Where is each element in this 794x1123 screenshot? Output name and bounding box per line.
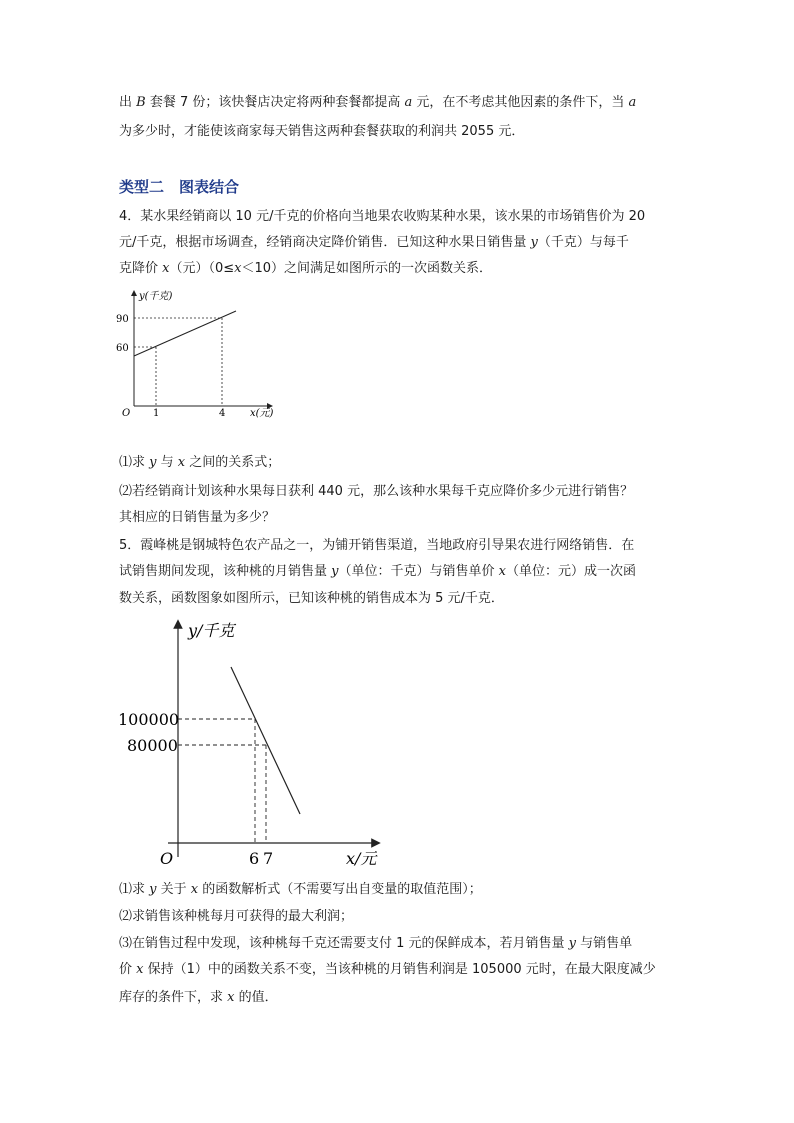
- q5-sub2: ⑵求销售该种桃每月可获得的最大利润；: [119, 909, 354, 924]
- fig2-y-tick-80000: 80000: [127, 736, 178, 755]
- q5-line-2: 试销售期间发现，该种桃的月销售量 y（单位：千克）与销售单价 x（单位：元）成一次函: [119, 564, 636, 579]
- fig2-origin: O: [160, 849, 174, 868]
- q5-line-3: 数关系，函数图象如图所示，已知该种桃的销售成本为 5 元/千克．: [119, 591, 504, 606]
- q5-sub3-line-3: 库存的条件下，求 x 的值．: [119, 990, 278, 1005]
- fig1-y-tick-60: 60: [116, 343, 129, 354]
- q4-sub2-line-2: 其相应的日销售量为多少？: [119, 510, 276, 525]
- intro-line-2: 为多少时，才能使该商家每天销售这两种套餐获取的利润共 2055 元．: [119, 124, 525, 139]
- fig2-function-line: [231, 667, 300, 814]
- q5-sub3-line-1: ⑶在销售过程中发现，该种桃每千克还需要支付 1 元的保鲜成本，若月销售量 y 与销售单: [119, 936, 633, 951]
- fig2-y-tick-100000: 100000: [118, 710, 180, 729]
- fig1-x-label: x(元): [250, 408, 274, 419]
- figure-2-graph: [114, 612, 394, 874]
- q4-line-3: 克降价 x（元）（0≤x＜10）之间满足如图所示的一次函数关系．: [119, 261, 493, 276]
- fig1-x-tick-4: 4: [219, 408, 226, 419]
- fig2-x-tick-7: 7: [263, 849, 274, 868]
- fig2-x-tick-6: 6: [249, 849, 260, 868]
- q5-sub3-line-2: 价 x 保持（1）中的函数关系不变，当该种桃的月销售利润是 105000 元时，在最大限度减少: [119, 962, 656, 977]
- q4-sub1: ⑴求 y 与 x 之间的关系式；: [119, 455, 281, 470]
- fig1-function-line: [134, 311, 236, 356]
- q4-line-1: 4．某水果经销商以 10 元/千克的价格向当地果农收购某种水果，该水果的市场销售价为 20: [119, 209, 646, 224]
- fig1-x-tick-1: 1: [153, 408, 160, 419]
- fig2-x-label: x/元: [346, 849, 377, 868]
- intro-line-1: 出 B 套餐 7 份；该快餐店决定将两种套餐都提高 a 元，在不考虑其他因素的条件下，当 a: [119, 95, 637, 110]
- q4-line-2: 元/千克，根据市场调查，经销商决定降价销售．已知这种水果日销售量 y（千克）与每千: [119, 235, 629, 250]
- fig1-origin: O: [122, 408, 131, 419]
- q5-line-1: 5．霞峰桃是钢城特色农产品之一，为铺开销售渠道，当地政府引导果农进行网络销售．在: [119, 538, 635, 553]
- q4-sub2-line-1: ⑵若经销商计划该种水果每日获利 440 元，那么该种水果每千克应降价多少元进行销售？: [119, 484, 634, 499]
- fig1-y-tick-90: 90: [116, 314, 129, 325]
- fig2-y-label: y/千克: [188, 621, 235, 640]
- q5-sub1: ⑴求 y 关于 x 的函数解析式（不需要写出自变量的取值范围）；: [119, 882, 482, 897]
- figure-1-graph: [110, 285, 290, 425]
- fig1-y-label: y(千克): [139, 291, 173, 302]
- section-title: 类型二 图表结合: [119, 178, 240, 196]
